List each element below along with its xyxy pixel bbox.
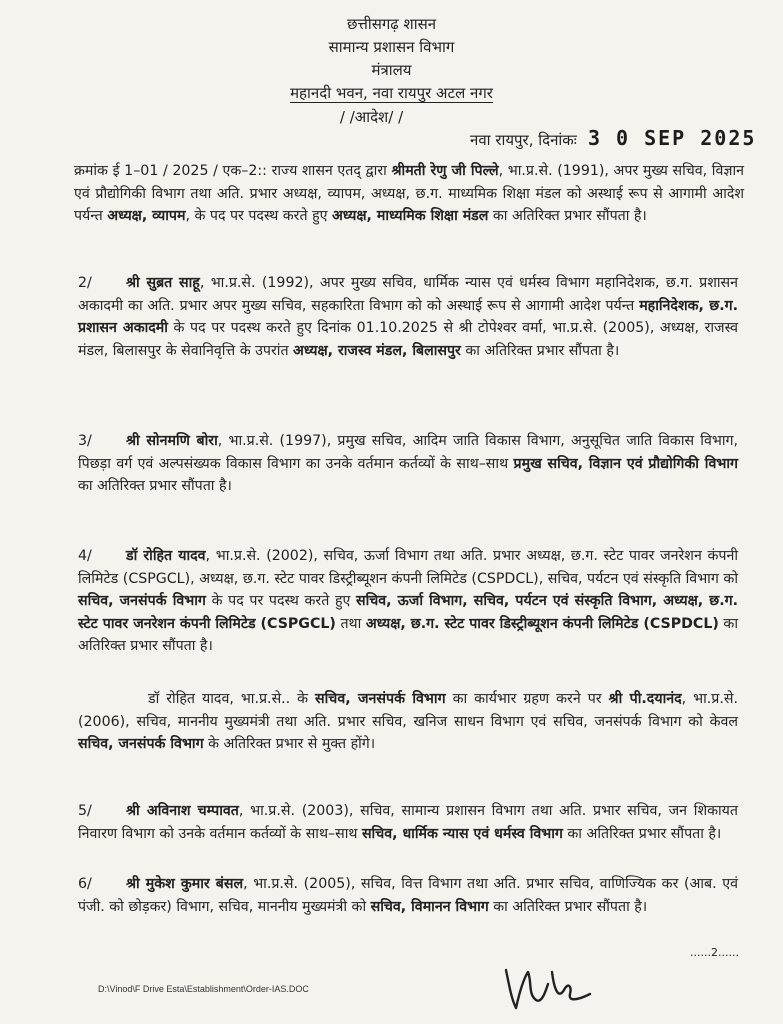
- p6-bold-charge: सचिव, विमानन विभाग: [370, 898, 489, 915]
- paragraph-6: [78, 873, 738, 918]
- p4-text-d: तथा: [335, 615, 366, 632]
- p2-text-c: के पद पर पदस्थ करते हुए दिनांक 01.10.2025 से श्री टोपेश्वर वर्मा, भा.प्र.से. (2005), अध्यक्ष, राजस्व मंडल, बिलासपुर के सेवानिवृत्ति के उपरांत: [78, 320, 738, 359]
- p4-text-a: , भा.प्र.से. (2002), सचिव, ऊर्जा विभाग तथा अति. प्रभार अध्यक्ष, छ.ग. स्टेट पावर जनरेशन कंपनी लिमिटेड (CSPGCL), अध्यक्ष, छ.ग. स्टेट पावर डिस्ट्रीब्यूशन कंपनी लिमिटेड (CSPDCL), सचिव, पर्यटन एवं संस्कृति विभाग को: [78, 548, 738, 587]
- paragraph-3: [78, 430, 738, 498]
- p6-text-c: का अतिरिक्त प्रभार सौंपता है।: [488, 898, 648, 915]
- p4-text-c: के पद पर पदस्थ करते हुए: [205, 593, 356, 609]
- date-row: [470, 126, 775, 150]
- p4-number: 4/: [78, 548, 92, 564]
- p1-bold-name: श्रीमती रेणु जी पिल्ले: [391, 163, 499, 179]
- p4b-text-c: का कार्यभार ग्रहण करने पर: [445, 691, 609, 707]
- p4b-bold-post: सचिव, जनसंपर्क विभाग: [315, 691, 446, 707]
- p5-bold-name: श्री अविनाश चम्पावत: [126, 803, 239, 819]
- date-stamp: 3 0 SEP 2025: [587, 126, 757, 150]
- order-title: / /आदेश/ /: [339, 108, 404, 126]
- p1-bold-charge: अध्यक्ष, माध्यमिक शिक्षा मंडल: [331, 208, 489, 224]
- p1-text-e: का अतिरिक्त प्रभार सौंपता है।: [488, 208, 647, 224]
- p1-text-a: क्रमांक ई 1–01 / 2025 / एक–2:: राज्य शासन एतद् द्वारा: [74, 163, 392, 179]
- p2-text-d: का अतिरिक्त प्रभार सौंपता है।: [460, 342, 620, 359]
- p1-text-c: , भा.प्र.से. (1991), अपर मुख्य सचिव, विज्ञान एवं प्रौद्योगिकी विभाग तथा अति. प्रभार अध्यक्ष, व्यापम, अध्यक्ष, छ.ग. माध्यमिक शिक्षा मंडल को अस्थाई रूप से आगामी आदेश पर्यन्त: [74, 163, 745, 224]
- paragraph-4: [78, 545, 738, 658]
- header-ministry: मंत्रालय: [371, 61, 412, 79]
- p4-bold-charges: सचिव, ऊर्जा विभाग, सचिव, पर्यटन एवं संस्कृति विभाग, अध्यक्ष, छ.ग. स्टेट पावर जनरेशन कंपनी लिमिटेड (CSPGCL): [78, 593, 738, 632]
- date-label: नवा रायपुर, दिनांकः: [470, 131, 577, 149]
- paragraph-5: [78, 800, 738, 845]
- p4b-text-e: के अतिरिक्त प्रभार से मुक्त होंगे।: [203, 736, 376, 752]
- p5-number: 5/: [78, 803, 92, 819]
- p3-number: 3/: [78, 433, 92, 449]
- p5-bold-charge: सचिव, धार्मिक न्यास एवं धर्मस्व विभाग: [361, 825, 563, 842]
- p4-bold-charge-2: अध्यक्ष, छ.ग. स्टेट पावर डिस्ट्रीब्यूशन कंपनी लिमिटेड (CSPDCL): [365, 615, 719, 632]
- p4b-bold-charge: सचिव, जनसंपर्क विभाग: [78, 736, 204, 752]
- paragraph-4b: [78, 688, 738, 756]
- p6-number: 6/: [78, 876, 92, 892]
- p3-text-a: , भा.प्र.से. (1997), प्रमुख सचिव, आदिम जाति विकास विभाग, अनुसूचित जाति विकास विभाग, पिछड़ा वर्ग एवं अल्पसंख्यक विकास विभाग का उनके वर्तमान कर्तव्यों के साथ–साथ: [78, 433, 738, 472]
- p3-bold-charge: प्रमुख सचिव, विज्ञान एवं प्रौद्योगिकी विभाग: [513, 455, 738, 472]
- p4b-bold-name: श्री पी.दयानंद: [608, 691, 682, 707]
- paragraph-2: [78, 272, 738, 362]
- footer-file-path: D:\Vinod\F Drive Esta\Establishment\Order-IAS.DOC: [98, 984, 309, 994]
- p3-bold-name: श्री सोनमणि बोरा: [126, 433, 218, 449]
- p4b-text-d: , भा.प्र.से. (2006), सचिव, माननीय मुख्यमंत्री तथा अति. प्रभार सचिव, खनिज साधन विभाग एवं सचिव, जनसंपर्क विभाग को केवल: [78, 691, 738, 730]
- p3-text-c: का अतिरिक्त प्रभार सौंपता है।: [78, 478, 232, 494]
- p4b-text-a: डॉ रोहित यादव, भा.प्र.से.. के: [148, 691, 316, 707]
- p4-bold-name: डॉ रोहित यादव: [126, 548, 206, 564]
- header-department: सामान्य प्रशासन विभाग: [328, 38, 455, 56]
- header-address: महानदी भवन, नवा रायपुर अटल नगर: [290, 84, 493, 102]
- p5-text-c: का अतिरिक्त प्रभार सौंपता है।: [562, 825, 722, 842]
- p2-text-a: , भा.प्र.से. (1992), अपर मुख्य सचिव, धार्मिक न्यास एवं धर्मस्व विभाग महानिदेशक, छ.ग. प्रशासन अकादमी का अति. प्रभार अपर मुख्य सचिव, सहकारिता विभाग को को अस्थाई रूप से आगामी आदेश पर्यन्त: [78, 275, 738, 314]
- p1-bold-post: अध्यक्ष, व्यापम: [107, 208, 186, 224]
- p6-bold-name: श्री मुकेश कुमार बंसल: [126, 876, 244, 892]
- p1-text-d: , के पद पर पदस्थ करते हुए: [185, 208, 332, 224]
- paragraph-1: [74, 160, 744, 228]
- p4-bold-post: सचिव, जनसंपर्क विभाग: [78, 593, 206, 609]
- p4-text-e: का अतिरिक्त प्रभार सौंपता है।: [78, 615, 738, 654]
- page-number: ......2......: [690, 946, 739, 959]
- header-government: छत्तीसगढ़ शासन: [346, 15, 437, 33]
- signature-icon: [498, 960, 598, 1015]
- p2-number: 2/: [78, 275, 92, 291]
- p2-bold-charge: अध्यक्ष, राजस्व मंडल, बिलासपुर: [293, 342, 461, 359]
- p2-bold-name: श्री सुब्रत साहू: [126, 275, 200, 291]
- p6-text-a: , भा.प्र.से. (2005), सचिव, वित्त विभाग तथा अति. प्रभार सचिव, वाणिज्यिक कर (आब. एवं पंजी. को छोड़कर) विभाग, सचिव, माननीय मुख्यमंत्री को: [78, 876, 738, 915]
- p2-bold-post: महानिदेशक, छ.ग. प्रशासन अकादमी: [78, 297, 738, 336]
- p5-text-a: , भा.प्र.से. (2003), सचिव, सामान्य प्रशासन विभाग तथा अति. प्रभार सचिव, जन शिकायत निवारण विभाग को उनके वर्तमान कर्तव्यों के साथ–साथ: [78, 803, 738, 842]
